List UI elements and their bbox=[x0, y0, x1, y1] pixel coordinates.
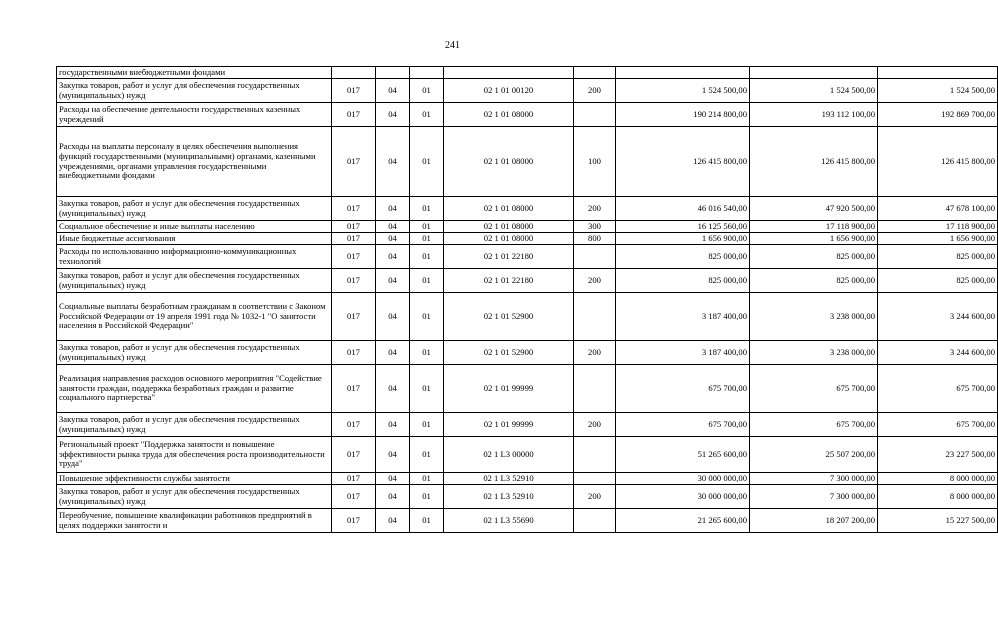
row-section: 04 bbox=[376, 437, 410, 473]
row-amount-3: 1 524 500,00 bbox=[878, 79, 998, 103]
row-code: 017 bbox=[332, 341, 376, 365]
row-section: 04 bbox=[376, 269, 410, 293]
row-subsection: 01 bbox=[410, 269, 444, 293]
row-target: 02 1 01 22180 bbox=[444, 245, 574, 269]
row-amount-2: 675 700,00 bbox=[750, 413, 878, 437]
row-amount-3: 1 656 900,00 bbox=[878, 233, 998, 245]
row-section: 04 bbox=[376, 509, 410, 533]
row-target: 02 1 01 99999 bbox=[444, 365, 574, 413]
row-target: 02 1 01 08000 bbox=[444, 221, 574, 233]
table-row bbox=[57, 67, 998, 79]
row-expense-type bbox=[574, 437, 616, 473]
row-amount-2: 3 238 000,00 bbox=[750, 293, 878, 341]
row-subsection: 01 bbox=[410, 365, 444, 413]
row-name: государственными внебюджетными фондами bbox=[57, 67, 332, 79]
row-expense-type: 100 bbox=[574, 127, 616, 197]
row-amount-3: 8 000 000,00 bbox=[878, 473, 998, 485]
table-row bbox=[57, 485, 998, 509]
row-expense-type bbox=[574, 245, 616, 269]
row-code: 017 bbox=[332, 485, 376, 509]
row-expense-type: 200 bbox=[574, 413, 616, 437]
row-amount-3: 3 244 600,00 bbox=[878, 341, 998, 365]
row-target: 02 1 01 52900 bbox=[444, 293, 574, 341]
row-section: 04 bbox=[376, 485, 410, 509]
row-target: 02 1 L3 00000 bbox=[444, 437, 574, 473]
row-subsection: 01 bbox=[410, 293, 444, 341]
row-code: 017 bbox=[332, 221, 376, 233]
row-amount-1: 30 000 000,00 bbox=[616, 473, 750, 485]
table-row bbox=[57, 79, 998, 103]
row-expense-type: 800 bbox=[574, 233, 616, 245]
row-subsection: 01 bbox=[410, 485, 444, 509]
row-name: Социальное обеспечение и иные выплаты населению bbox=[57, 221, 332, 233]
row-section: 04 bbox=[376, 413, 410, 437]
row-amount-1: 16 125 560,00 bbox=[616, 221, 750, 233]
row-amount-3: 825 000,00 bbox=[878, 269, 998, 293]
row-amount-3: 675 700,00 bbox=[878, 413, 998, 437]
row-name: Закупка товаров, работ и услуг для обеспечения государственных (муниципальных) нужд bbox=[57, 79, 332, 103]
row-expense-type bbox=[574, 67, 616, 79]
row-subsection: 01 bbox=[410, 413, 444, 437]
row-target: 02 1 L3 52910 bbox=[444, 485, 574, 509]
row-subsection: 01 bbox=[410, 473, 444, 485]
row-subsection: 01 bbox=[410, 197, 444, 221]
row-code bbox=[332, 67, 376, 79]
row-section: 04 bbox=[376, 293, 410, 341]
row-expense-type: 200 bbox=[574, 485, 616, 509]
table-row bbox=[57, 365, 998, 413]
row-subsection bbox=[410, 67, 444, 79]
row-amount-2: 1 656 900,00 bbox=[750, 233, 878, 245]
row-name: Реализация направления расходов основного мероприятия "Содействие занятости граждан, поддержка безработных граждан и развитие социального партнерства" bbox=[57, 365, 332, 413]
row-section: 04 bbox=[376, 103, 410, 127]
row-amount-1: 825 000,00 bbox=[616, 245, 750, 269]
row-section: 04 bbox=[376, 79, 410, 103]
row-expense-type: 200 bbox=[574, 341, 616, 365]
row-amount-3: 3 244 600,00 bbox=[878, 293, 998, 341]
row-target: 02 1 01 08000 bbox=[444, 197, 574, 221]
table-row bbox=[57, 509, 998, 533]
row-target bbox=[444, 67, 574, 79]
row-name: Расходы по использованию информационно-коммуникационных технологий bbox=[57, 245, 332, 269]
row-subsection: 01 bbox=[410, 437, 444, 473]
row-amount-3: 825 000,00 bbox=[878, 245, 998, 269]
row-amount-2: 675 700,00 bbox=[750, 365, 878, 413]
row-subsection: 01 bbox=[410, 509, 444, 533]
row-name: Расходы на выплаты персоналу в целях обеспечения выполнения функций государственными (муниципальными) органами, казенными учреждениями, органами управления государственными внебюджетными фондами bbox=[57, 127, 332, 197]
row-amount-2: 25 507 200,00 bbox=[750, 437, 878, 473]
row-expense-type: 200 bbox=[574, 79, 616, 103]
row-code: 017 bbox=[332, 293, 376, 341]
table-row bbox=[57, 233, 998, 245]
row-code: 017 bbox=[332, 233, 376, 245]
row-code: 017 bbox=[332, 365, 376, 413]
row-code: 017 bbox=[332, 197, 376, 221]
table-row bbox=[57, 127, 998, 197]
row-subsection: 01 bbox=[410, 103, 444, 127]
row-amount-3: 47 678 100,00 bbox=[878, 197, 998, 221]
row-amount-2: 193 112 100,00 bbox=[750, 103, 878, 127]
row-name: Закупка товаров, работ и услуг для обеспечения государственных (муниципальных) нужд bbox=[57, 197, 332, 221]
row-subsection: 01 bbox=[410, 233, 444, 245]
row-subsection: 01 bbox=[410, 221, 444, 233]
row-subsection: 01 bbox=[410, 341, 444, 365]
row-amount-1: 51 265 600,00 bbox=[616, 437, 750, 473]
table-row bbox=[57, 473, 998, 485]
row-code: 017 bbox=[332, 509, 376, 533]
row-expense-type bbox=[574, 103, 616, 127]
table-row bbox=[57, 437, 998, 473]
row-section: 04 bbox=[376, 233, 410, 245]
table-row bbox=[57, 413, 998, 437]
row-amount-3: 192 869 700,00 bbox=[878, 103, 998, 127]
table-row bbox=[57, 103, 998, 127]
row-code: 017 bbox=[332, 127, 376, 197]
row-amount-2: 825 000,00 bbox=[750, 269, 878, 293]
row-amount-3: 17 118 900,00 bbox=[878, 221, 998, 233]
row-expense-type bbox=[574, 509, 616, 533]
row-name: Региональный проект "Поддержка занятости и повышение эффективности рынка труда для обеспечения роста производительности труда" bbox=[57, 437, 332, 473]
table-row bbox=[57, 221, 998, 233]
row-amount-1: 825 000,00 bbox=[616, 269, 750, 293]
row-code: 017 bbox=[332, 245, 376, 269]
row-target: 02 1 01 22180 bbox=[444, 269, 574, 293]
row-section: 04 bbox=[376, 221, 410, 233]
row-amount-2: 7 300 000,00 bbox=[750, 473, 878, 485]
row-expense-type bbox=[574, 293, 616, 341]
row-target: 02 1 01 08000 bbox=[444, 103, 574, 127]
row-expense-type: 200 bbox=[574, 269, 616, 293]
row-amount-2: 825 000,00 bbox=[750, 245, 878, 269]
row-target: 02 1 L3 52910 bbox=[444, 473, 574, 485]
row-target: 02 1 01 52900 bbox=[444, 341, 574, 365]
page-number: 241 bbox=[445, 40, 460, 51]
table-row bbox=[57, 245, 998, 269]
table-row bbox=[57, 293, 998, 341]
row-name: Расходы на обеспечение деятельности государственных казенных учреждений bbox=[57, 103, 332, 127]
row-amount-2: 47 920 500,00 bbox=[750, 197, 878, 221]
row-amount-3: 15 227 500,00 bbox=[878, 509, 998, 533]
table-row bbox=[57, 197, 998, 221]
row-amount-1 bbox=[616, 67, 750, 79]
row-section: 04 bbox=[376, 473, 410, 485]
row-amount-2 bbox=[750, 67, 878, 79]
row-target: 02 1 01 99999 bbox=[444, 413, 574, 437]
table-row bbox=[57, 269, 998, 293]
table-row bbox=[57, 341, 998, 365]
row-name: Переобучение, повышение квалификации работников предприятий в целях поддержки занятости и bbox=[57, 509, 332, 533]
row-amount-3: 8 000 000,00 bbox=[878, 485, 998, 509]
row-amount-1: 3 187 400,00 bbox=[616, 341, 750, 365]
row-amount-3 bbox=[878, 67, 998, 79]
row-amount-1: 21 265 600,00 bbox=[616, 509, 750, 533]
row-section: 04 bbox=[376, 245, 410, 269]
budget-table bbox=[56, 66, 998, 533]
row-name: Повышение эффективности службы занятости bbox=[57, 473, 332, 485]
row-code: 017 bbox=[332, 473, 376, 485]
row-expense-type bbox=[574, 365, 616, 413]
row-code: 017 bbox=[332, 437, 376, 473]
row-amount-3: 23 227 500,00 bbox=[878, 437, 998, 473]
row-name: Закупка товаров, работ и услуг для обеспечения государственных (муниципальных) нужд bbox=[57, 485, 332, 509]
row-section: 04 bbox=[376, 341, 410, 365]
row-name: Закупка товаров, работ и услуг для обеспечения государственных (муниципальных) нужд bbox=[57, 413, 332, 437]
row-code: 017 bbox=[332, 413, 376, 437]
row-code: 017 bbox=[332, 79, 376, 103]
row-amount-1: 190 214 800,00 bbox=[616, 103, 750, 127]
row-amount-1: 126 415 800,00 bbox=[616, 127, 750, 197]
row-subsection: 01 bbox=[410, 127, 444, 197]
row-target: 02 1 01 00120 bbox=[444, 79, 574, 103]
row-section: 04 bbox=[376, 127, 410, 197]
budget-table-body bbox=[57, 67, 998, 533]
row-name: Социальные выплаты безработным гражданам в соответствии с Законом Российской Федерации от 19 апреля 1991 года № 1032-1 "О занятости населения в Российской Федерации" bbox=[57, 293, 332, 341]
row-code: 017 bbox=[332, 103, 376, 127]
row-target: 02 1 01 08000 bbox=[444, 127, 574, 197]
row-amount-1: 3 187 400,00 bbox=[616, 293, 750, 341]
row-amount-2: 3 238 000,00 bbox=[750, 341, 878, 365]
row-expense-type bbox=[574, 473, 616, 485]
row-amount-1: 46 016 540,00 bbox=[616, 197, 750, 221]
row-amount-3: 675 700,00 bbox=[878, 365, 998, 413]
row-amount-1: 1 524 500,00 bbox=[616, 79, 750, 103]
row-expense-type: 300 bbox=[574, 221, 616, 233]
row-name: Иные бюджетные ассигнования bbox=[57, 233, 332, 245]
row-code: 017 bbox=[332, 269, 376, 293]
row-target: 02 1 L3 55690 bbox=[444, 509, 574, 533]
row-subsection: 01 bbox=[410, 245, 444, 269]
row-amount-3: 126 415 800,00 bbox=[878, 127, 998, 197]
row-section bbox=[376, 67, 410, 79]
row-target: 02 1 01 08000 bbox=[444, 233, 574, 245]
row-section: 04 bbox=[376, 365, 410, 413]
row-section: 04 bbox=[376, 197, 410, 221]
row-name: Закупка товаров, работ и услуг для обеспечения государственных (муниципальных) нужд bbox=[57, 341, 332, 365]
row-amount-2: 17 118 900,00 bbox=[750, 221, 878, 233]
row-subsection: 01 bbox=[410, 79, 444, 103]
row-expense-type: 200 bbox=[574, 197, 616, 221]
row-amount-1: 675 700,00 bbox=[616, 365, 750, 413]
row-amount-2: 1 524 500,00 bbox=[750, 79, 878, 103]
row-amount-2: 126 415 800,00 bbox=[750, 127, 878, 197]
row-amount-1: 1 656 900,00 bbox=[616, 233, 750, 245]
row-name: Закупка товаров, работ и услуг для обеспечения государственных (муниципальных) нужд bbox=[57, 269, 332, 293]
row-amount-2: 18 207 200,00 bbox=[750, 509, 878, 533]
row-amount-2: 7 300 000,00 bbox=[750, 485, 878, 509]
row-amount-1: 30 000 000,00 bbox=[616, 485, 750, 509]
row-amount-1: 675 700,00 bbox=[616, 413, 750, 437]
